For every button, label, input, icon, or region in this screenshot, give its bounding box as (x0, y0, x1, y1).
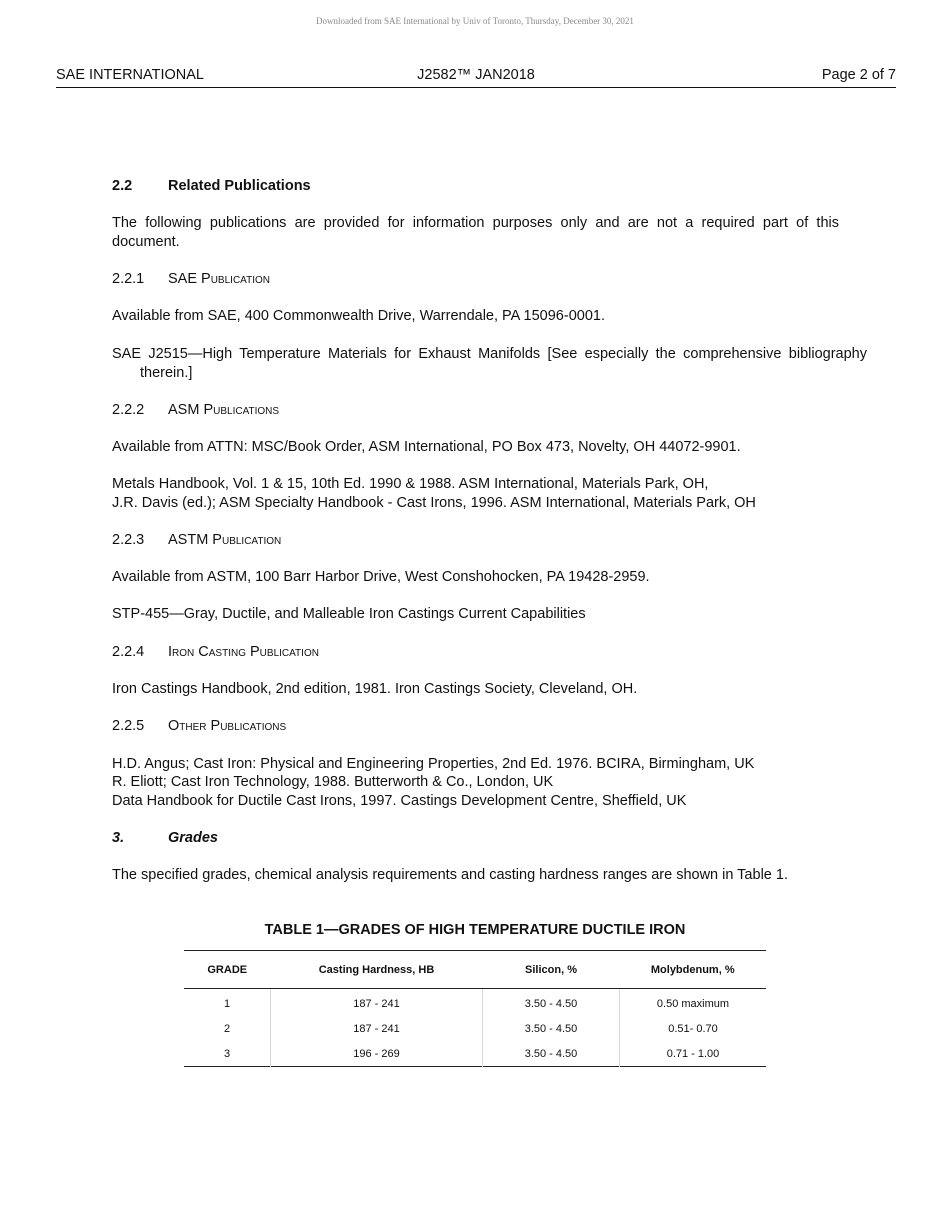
column-header-silicon: Silicon, % (483, 951, 620, 989)
section-2-2-3-heading: 2.2.3 ASTM Publication (112, 532, 282, 548)
cell-molybdenum: 0.51- 0.70 (668, 1022, 718, 1035)
asm-reference-2: J.R. Davis (ed.); ASM Specialty Handbook - Cast Irons, 1996. ASM International, Materials Park, OH (112, 495, 756, 511)
cell-molybdenum: 0.50 maximum (656, 997, 730, 1010)
header-doc-id: J2582™ JAN2018 (417, 67, 535, 83)
cell-grade: 1 (184, 989, 271, 1017)
other-reference-3: Data Handbook for Ductile Cast Irons, 1997. Castings Development Centre, Sheffield, UK (112, 793, 687, 809)
cell-hardness: 187 - 241 (271, 989, 483, 1017)
section-3-text: The specified grades, chemical analysis requirements and casting hardness ranges are shown in Table 1. (112, 867, 788, 883)
other-reference-1: H.D. Angus; Cast Iron: Physical and Engineering Properties, 2nd Ed. 1976. BCIRA, Birmingham, UK (112, 756, 755, 772)
sae-j2515-reference: SAE J2515—High Temperature Materials for Exhaust Manifolds [See especially the comprehensive bibliography therein.] (112, 346, 867, 381)
astm-availability: Available from ASTM, 100 Barr Harbor Drive, West Conshohocken, PA 19428-2959. (112, 569, 650, 585)
header-page-number: Page 2 of 7 (821, 67, 896, 83)
column-header-molybdenum: Molybdenum, % (620, 951, 767, 989)
section-3-heading: 3. Grades (112, 830, 218, 846)
page-header (56, 67, 896, 88)
cell-silicon: 3.50 - 4.50 (483, 1041, 620, 1067)
astm-reference: STP-455—Gray, Ductile, and Malleable Iron Castings Current Capabilities (112, 606, 586, 622)
table-row (184, 1041, 766, 1067)
asm-reference-1: Metals Handbook, Vol. 1 & 15, 10th Ed. 1990 & 1988. ASM International, Materials Park, OH, (112, 476, 709, 492)
header-org: SAE INTERNATIONAL (56, 67, 204, 83)
table-row (184, 1016, 766, 1041)
asm-availability: Available from ATTN: MSC/Book Order, ASM International, PO Box 473, Novelty, OH 44072-9901. (112, 439, 741, 455)
section-2-2-heading: 2.2 Related Publications (112, 178, 311, 194)
cell-hardness: 196 - 269 (271, 1041, 483, 1067)
other-reference-2: R. Eliott; Cast Iron Technology, 1988. Butterworth & Co., London, UK (112, 774, 554, 790)
section-2-2-4-heading: 2.2.4 Iron Casting Publication (112, 644, 319, 660)
grades-table (184, 950, 766, 1067)
section-2-2-2-heading: 2.2.2 ASM Publications (112, 402, 280, 418)
cell-molybdenum: 0.71 - 1.00 (666, 1047, 720, 1060)
cell-grade: 3 (184, 1041, 271, 1067)
sae-availability: Available from SAE, 400 Commonwealth Drive, Warrendale, PA 15096-0001. (112, 308, 605, 324)
download-watermark: Downloaded from SAE International by Univ of Toronto, Thursday, December 30, 2021 (316, 16, 634, 26)
table-1-title: TABLE 1—GRADES OF HIGH TEMPERATURE DUCTILE IRON (264, 922, 686, 938)
table-header-row (184, 951, 766, 989)
column-header-hardness: Casting Hardness, HB (271, 951, 483, 989)
table-row (184, 989, 766, 1017)
cell-silicon: 3.50 - 4.50 (483, 989, 620, 1017)
cell-hardness: 187 - 241 (271, 1016, 483, 1041)
cell-grade: 2 (184, 1016, 271, 1041)
section-2-2-intro: The following publications are provided for information purposes only and are not a required part of this document. (112, 215, 839, 250)
column-header-grade: GRADE (184, 951, 271, 989)
iron-casting-reference: Iron Castings Handbook, 2nd edition, 1981. Iron Castings Society, Cleveland, OH. (112, 681, 638, 697)
cell-silicon: 3.50 - 4.50 (483, 1016, 620, 1041)
section-2-2-1-heading: 2.2.1 SAE Publication (112, 271, 270, 287)
section-2-2-5-heading: 2.2.5 Other Publications (112, 718, 287, 734)
